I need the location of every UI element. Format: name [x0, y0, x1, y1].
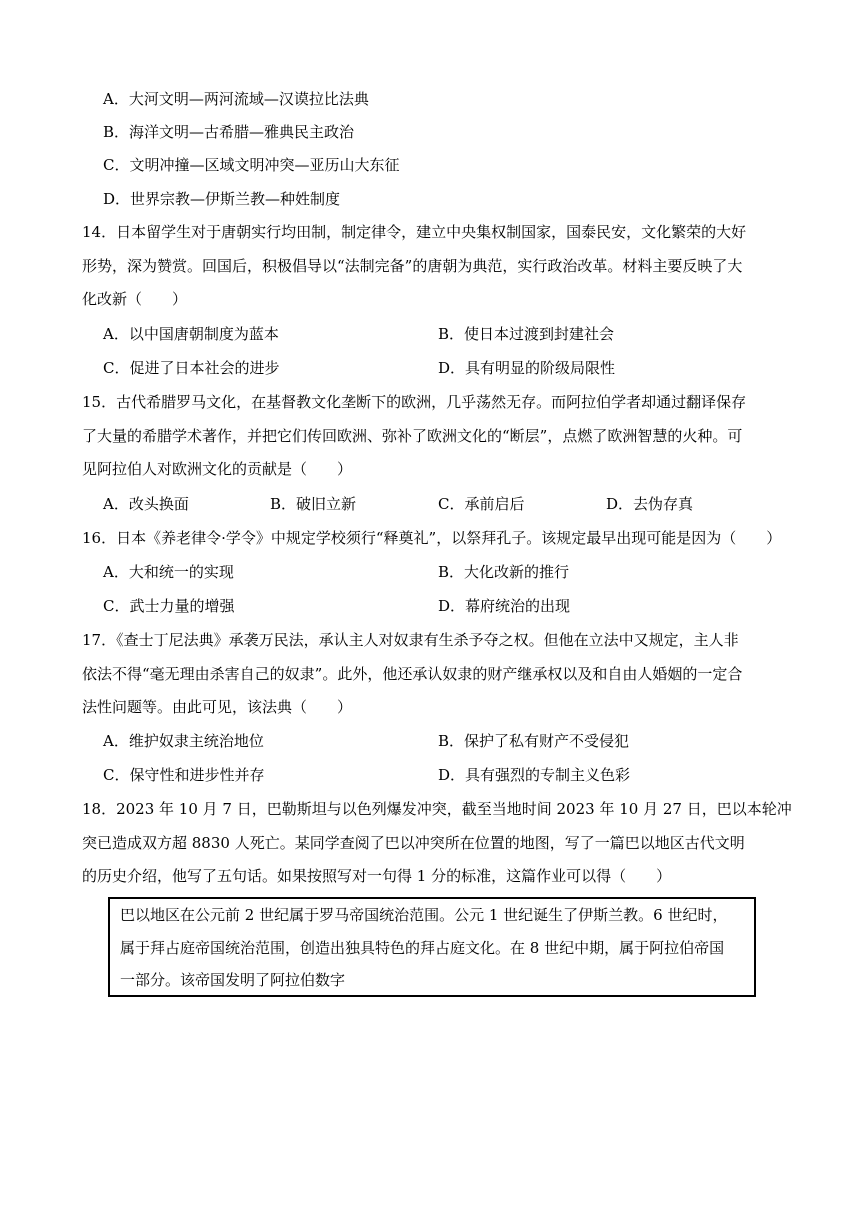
q15-option-d[interactable]: D．去伪存真	[606, 495, 694, 513]
q15-stem-line-1: 15．古代希腊罗马文化，在基督教文化垄断下的欧洲，几乎荡然无存。而阿拉伯学者却通过翻译保存	[82, 393, 747, 411]
q14-stem-line-1: 14．日本留学生对于唐朝实行均田制，制定律令，建立中央集权制国家，国泰民安，文化繁荣的大好	[82, 223, 747, 241]
q16-option-c[interactable]: C．武士力量的增强	[103, 597, 235, 615]
q14-stem-line-3: 化改新（ ）	[82, 290, 188, 308]
q17-option-c[interactable]: C．保守性和进步性并存	[103, 766, 265, 784]
q18-box-line-2: 属于拜占庭帝国统治范围，创造出独具特色的拜占庭文化。在 8 世纪中期，属于阿拉伯帝国	[120, 939, 725, 957]
q15-option-a[interactable]: A．改头换面	[103, 495, 189, 513]
q14-option-a[interactable]: A．以中国唐朝制度为蓝本	[103, 325, 279, 343]
q15-option-b[interactable]: B．破旧立新	[270, 495, 357, 513]
q16-option-b[interactable]: B．大化改新的推行	[438, 563, 570, 581]
q14-option-d[interactable]: D．具有明显的阶级局限性	[438, 359, 616, 377]
q18-box-line-1: 巴以地区在公元前 2 世纪属于罗马帝国统治范围。公元 1 世纪诞生了伊斯兰教。6 世纪时，	[120, 906, 728, 924]
q14-option-c[interactable]: C．促进了日本社会的进步	[103, 359, 280, 377]
q13-option-c[interactable]: C．文明冲撞—区域文明冲突—亚历山大东征	[103, 156, 400, 174]
q18-stem-line-2: 突已造成双方超 8830 人死亡。某同学查阅了巴以冲突所在位置的地图，写了一篇巴以地区古代文明	[82, 834, 745, 852]
q16-option-a[interactable]: A．大和统一的实现	[103, 563, 234, 581]
q14-option-b[interactable]: B．使日本过渡到封建社会	[438, 325, 615, 343]
q16-option-d[interactable]: D．幕府统治的出现	[438, 597, 571, 615]
q17-stem-line-1: 17．《查士丁尼法典》承袭万民法，承认主人对奴隶有生杀予夺之权。但他在立法中又规定，主人非	[82, 631, 739, 649]
q17-option-d[interactable]: D．具有强烈的专制主义色彩	[438, 766, 631, 784]
q15-stem-line-3: 见阿拉伯人对欧洲文化的贡献是（ ）	[82, 460, 353, 478]
q18-material-box	[108, 897, 756, 997]
q14-stem-line-2: 形势，深为赞赏。回国后，积极倡导以“法制完备”的唐朝为典范，实行政治改革。材料主要反映了大	[82, 257, 743, 275]
q17-option-a[interactable]: A．维护奴隶主统治地位	[103, 732, 264, 750]
q13-option-a[interactable]: A．大河文明—两河流域—汉谟拉比法典	[103, 90, 369, 108]
q17-option-b[interactable]: B．保护了私有财产不受侵犯	[438, 732, 630, 750]
q18-stem-line-3: 的历史介绍，他写了五句话。如果按照写对一句得 1 分的标准，这篇作业可以得（ ）	[82, 867, 672, 885]
q17-stem-line-3: 法性问题等。由此可见，该法典（ ）	[82, 698, 353, 716]
q17-stem-line-2: 依法不得“毫无理由杀害自己的奴隶”。此外，他还承认奴隶的财产继承权以及和自由人婚姻的一定合	[82, 665, 743, 683]
q13-option-b[interactable]: B．海洋文明—古希腊—雅典民主政治	[103, 123, 355, 141]
q16-stem-line-1: 16．日本《养老律令·学令》中规定学校须行“释奠礼”，以祭拜孔子。该规定最早出现可能是因为（ ）	[82, 529, 782, 547]
q18-stem-line-1: 18．2023 年 10 月 7 日，巴勒斯坦与以色列爆发冲突，截至当地时间 2023 年 10 月 27 日，巴以本轮冲	[82, 800, 792, 818]
q18-box-line-3: 一部分。该帝国发明了阿拉伯数字	[120, 971, 346, 989]
q15-option-c[interactable]: C．承前启后	[438, 495, 525, 513]
q15-stem-line-2: 了大量的希腊学术著作，并把它们传回欧洲、弥补了欧洲文化的“断层”，点燃了欧洲智慧的火种。可	[82, 427, 743, 445]
q13-option-d[interactable]: D．世界宗教—伊斯兰教—种姓制度	[103, 190, 341, 208]
